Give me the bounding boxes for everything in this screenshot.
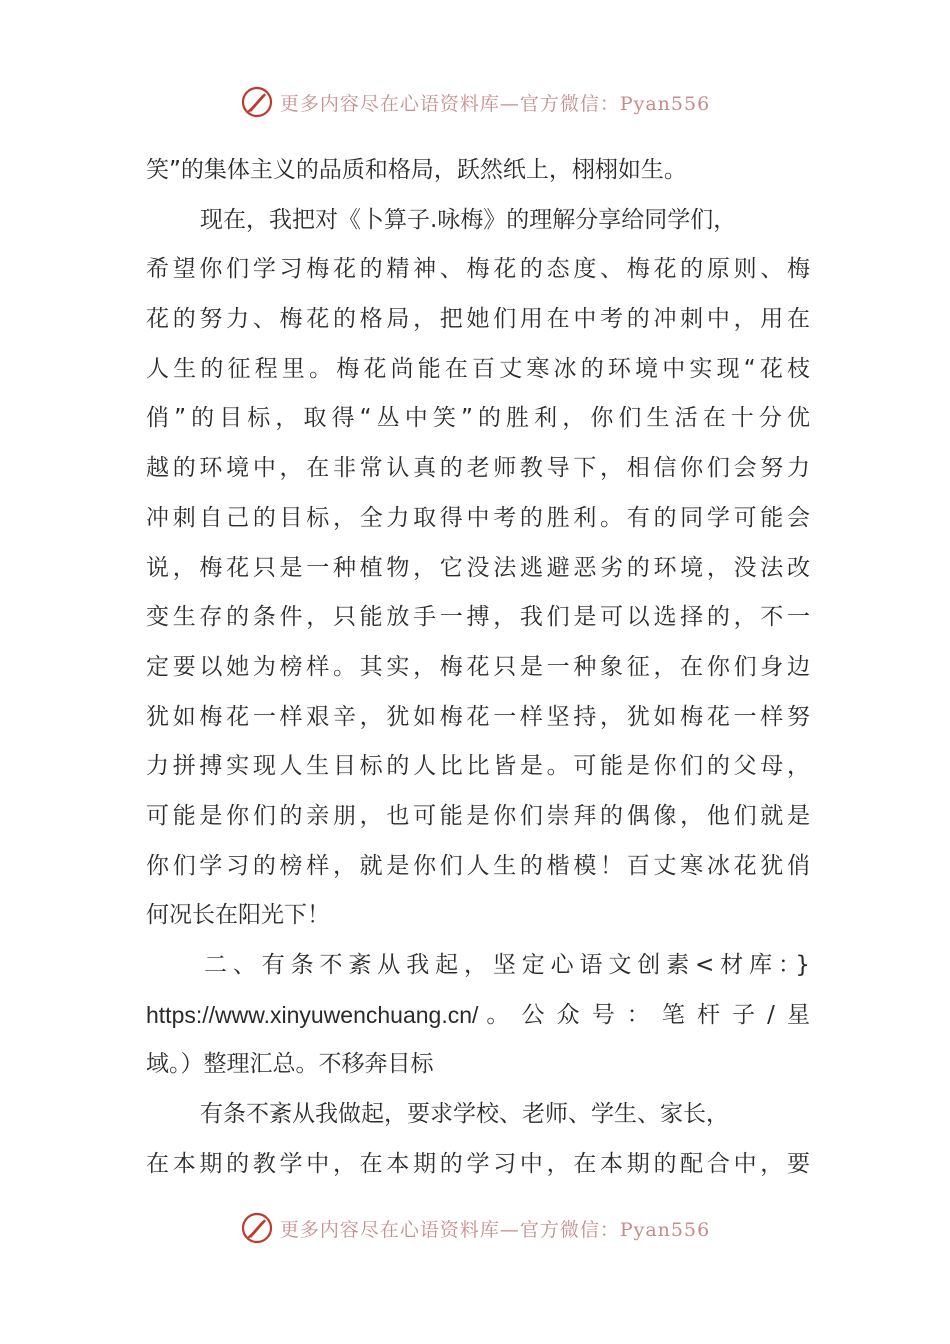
text-line-tail: 。公众号：笔杆子/星 bbox=[486, 1001, 810, 1028]
text-line: 有条不紊从我做起，要求学校、老师、学生、家长， bbox=[200, 1101, 729, 1128]
source-url-link[interactable]: https://www.xinyuwenchuang.cn/ bbox=[146, 1001, 479, 1028]
quill-logo-icon bbox=[240, 1211, 274, 1245]
text-line: 越的环境中，在非常认真的老师教导下，相信你们会努力 bbox=[146, 455, 810, 482]
text-line: 你们学习的榜样，就是你们人生的楷模！百丈寒冰花犹俏 bbox=[146, 852, 810, 879]
text-line: 俏”的目标，取得“丛中笑”的胜利，你们生活在十分优 bbox=[146, 405, 810, 432]
text-line: 变生存的条件，只能放手一搏，我们是可以选择的，不一 bbox=[146, 604, 810, 631]
text-line: 现在，我把对《卜算子.咏梅》的理解分享给同学们， bbox=[200, 206, 737, 233]
quill-logo-icon bbox=[240, 85, 274, 119]
url-line bbox=[146, 991, 810, 1041]
header-watermark-text: 更多内容尽在心语资料库—官方微信：Pyan556 bbox=[279, 92, 711, 115]
text-line: 希望你们学习梅花的精神、梅花的态度、梅花的原则、梅 bbox=[146, 256, 810, 283]
header-watermark bbox=[0, 82, 950, 122]
text-line: 何况长在阳光下！ bbox=[146, 902, 330, 929]
text-line: 定要以她为榜样。其实，梅花只是一种象征，在你们身边 bbox=[146, 653, 810, 680]
footer-watermark bbox=[0, 1208, 950, 1248]
text-line: 可能是你们的亲朋，也可能是你们崇拜的偶像，他们就是 bbox=[146, 802, 810, 829]
footer-watermark-text: 更多内容尽在心语资料库—官方微信：Pyan556 bbox=[279, 1218, 711, 1241]
text-line: 犹如梅花一样艰辛，犹如梅花一样坚持，犹如梅花一样努 bbox=[146, 703, 810, 730]
text-line: 人生的征程里。梅花尚能在百丈寒冰的环境中实现“花枝 bbox=[146, 355, 810, 382]
text-line: 力拼搏实现人生目标的人比比皆是。可能是你们的父母， bbox=[146, 753, 810, 780]
text-line: 冲刺自己的目标，全力取得中考的胜利。有的同学可能会 bbox=[146, 504, 810, 531]
text-line: 在本期的教学中，在本期的学习中，在本期的配合中，要 bbox=[146, 1150, 810, 1177]
section-heading: 二、有条不紊从我起，坚定心语文创素<材库：} bbox=[204, 952, 810, 978]
text-line: 花的努力、梅花的格局，把她们用在中考的冲刺中，用在 bbox=[146, 306, 810, 333]
document-body bbox=[146, 146, 810, 1189]
text-line: 笑”的集体主义的品质和格局，跃然纸上，栩栩如生。 bbox=[146, 157, 687, 183]
text-line: 域。）整理汇总。不移奔目标 bbox=[146, 1051, 434, 1078]
text-line: 说，梅花只是一种植物，它没法逃避恶劣的环境，没法改 bbox=[146, 554, 810, 581]
